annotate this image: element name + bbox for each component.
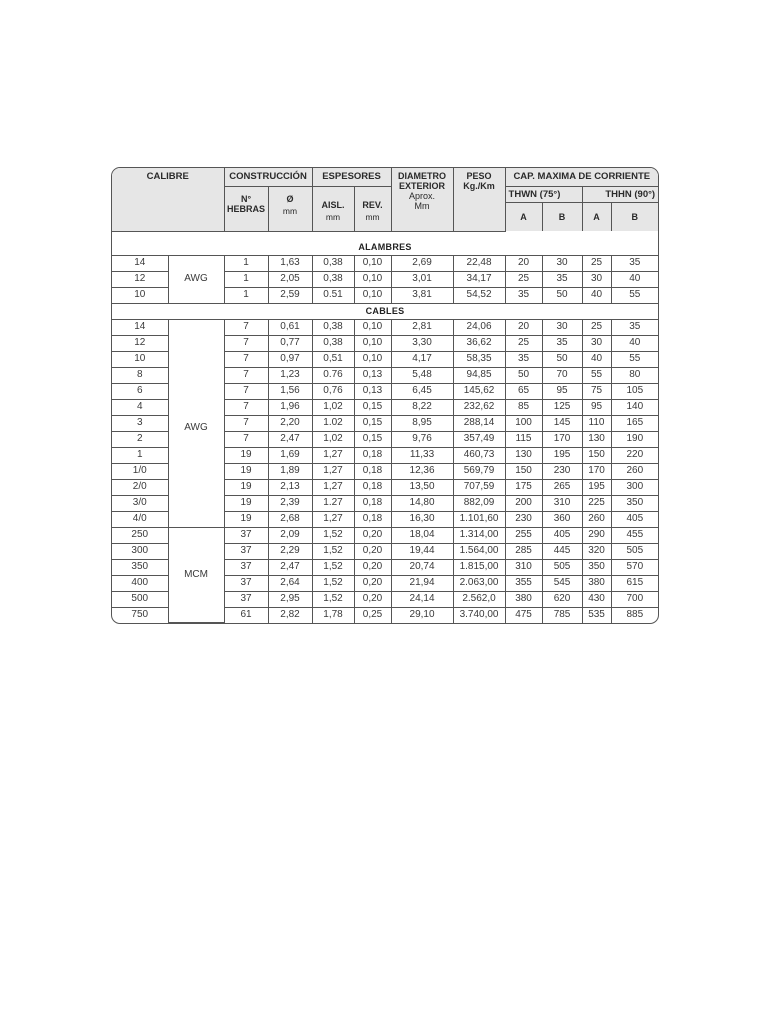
cell-diam: 2,20: [268, 415, 312, 431]
cell-rev: 0,18: [354, 447, 391, 463]
cell-rev: 0,15: [354, 415, 391, 431]
cell-thwn-b: 620: [542, 591, 582, 607]
table-row: [112, 255, 658, 271]
cell-calibre: 14: [112, 255, 168, 271]
cell-aisl: 1,52: [312, 575, 354, 591]
cell-ext: 13,50: [391, 479, 453, 495]
cell-thhn-a: 75: [582, 383, 611, 399]
cell-rev: 0,10: [354, 271, 391, 287]
cell-diam: 0,61: [268, 319, 312, 335]
cell-peso: 357,49: [453, 431, 505, 447]
header-peso: [453, 168, 505, 231]
cell-thwn-b: 785: [542, 607, 582, 623]
cell-thhn-a: 25: [582, 255, 611, 271]
cell-hebras: 37: [224, 543, 268, 559]
cell-calibre: 4: [112, 399, 168, 415]
cell-diam: 2,09: [268, 527, 312, 543]
cell-thhn-a: 110: [582, 415, 611, 431]
cell-hebras: 19: [224, 511, 268, 527]
cell-peso: 1.564,00: [453, 543, 505, 559]
cell-hebras: 1: [224, 255, 268, 271]
cell-diam: 2,13: [268, 479, 312, 495]
cell-rev: 0,10: [354, 335, 391, 351]
cell-aisl: 0,76: [312, 383, 354, 399]
cell-thwn-a: 20: [505, 319, 542, 335]
cell-calibre: 1/0: [112, 463, 168, 479]
cell-thwn-a: 85: [505, 399, 542, 415]
cell-ext: 8,95: [391, 415, 453, 431]
cell-calibre: 14: [112, 319, 168, 335]
cell-peso: 1.815,00: [453, 559, 505, 575]
header-rev: [354, 187, 391, 232]
cell-thhn-a: 195: [582, 479, 611, 495]
cell-ext: 14,80: [391, 495, 453, 511]
header-diametro-line4: Mm: [414, 201, 430, 211]
cell-aisl: 1,02: [312, 431, 354, 447]
cell-thhn-b: 220: [611, 447, 658, 463]
cell-thwn-b: 125: [542, 399, 582, 415]
header-thhn: THHN (90°): [582, 187, 658, 203]
cell-ext: 29,10: [391, 607, 453, 623]
cell-thwn-b: 35: [542, 271, 582, 287]
cell-calibre: 1: [112, 447, 168, 463]
cell-thhn-a: 320: [582, 543, 611, 559]
cell-aisl: 1,27: [312, 511, 354, 527]
cell-calibre: 2/0: [112, 479, 168, 495]
header-aisl-label: AISL.: [321, 200, 345, 210]
cell-hebras: 7: [224, 415, 268, 431]
header-n-hebras: [224, 187, 268, 232]
cell-hebras: 19: [224, 479, 268, 495]
cell-aisl: 1,52: [312, 527, 354, 543]
cell-peso: 1.101,60: [453, 511, 505, 527]
cell-thwn-b: 145: [542, 415, 582, 431]
cell-rev: 0,18: [354, 479, 391, 495]
cell-calibre: 4/0: [112, 511, 168, 527]
cell-peso: 24,06: [453, 319, 505, 335]
cell-ext: 3,30: [391, 335, 453, 351]
cell-peso: 2.063,00: [453, 575, 505, 591]
section-label-alambres: ALAMBRES: [112, 240, 658, 256]
cell-hebras: 7: [224, 351, 268, 367]
cell-ext: 21,94: [391, 575, 453, 591]
cell-calibre: 10: [112, 351, 168, 367]
cell-aisl: 0.76: [312, 367, 354, 383]
cell-ext: 9,76: [391, 431, 453, 447]
cell-hebras: 7: [224, 431, 268, 447]
cell-calibre: 3: [112, 415, 168, 431]
cell-hebras: 7: [224, 383, 268, 399]
cell-thhn-b: 190: [611, 431, 658, 447]
header-thwn: THWN (75°): [505, 187, 582, 203]
cell-unit-awg: AWG: [168, 255, 224, 303]
cell-peso: 34,17: [453, 271, 505, 287]
cell-peso: 460,73: [453, 447, 505, 463]
cell-thhn-a: 430: [582, 591, 611, 607]
cell-aisl: 1.02: [312, 415, 354, 431]
cell-thwn-a: 20: [505, 255, 542, 271]
cell-thwn-a: 35: [505, 351, 542, 367]
cell-diam: 2,29: [268, 543, 312, 559]
cell-rev: 0,10: [354, 255, 391, 271]
cell-rev: 0,15: [354, 399, 391, 415]
cell-diam: 0,97: [268, 351, 312, 367]
cell-thwn-a: 230: [505, 511, 542, 527]
header-diam-unit: mm: [282, 206, 298, 216]
cell-hebras: 7: [224, 367, 268, 383]
cell-thwn-a: 175: [505, 479, 542, 495]
cell-thhn-b: 35: [611, 319, 658, 335]
cell-thhn-b: 885: [611, 607, 658, 623]
section-label-cables: CABLES: [112, 303, 658, 319]
cell-thhn-b: 455: [611, 527, 658, 543]
cell-thwn-a: 25: [505, 335, 542, 351]
cell-thwn-b: 35: [542, 335, 582, 351]
cable-specs-table: [112, 168, 658, 623]
cell-thwn-a: 355: [505, 575, 542, 591]
header-rev-label: REV.: [362, 200, 383, 210]
cell-ext: 11,33: [391, 447, 453, 463]
cell-thhn-b: 140: [611, 399, 658, 415]
cell-thhn-b: 505: [611, 543, 658, 559]
header-diametro-line1: DIAMETRO: [398, 171, 447, 181]
cell-thhn-a: 25: [582, 319, 611, 335]
cell-calibre: 10: [112, 287, 168, 303]
cell-ext: 18,04: [391, 527, 453, 543]
cell-diam: 2,59: [268, 287, 312, 303]
table-row: [112, 527, 658, 543]
cell-ext: 5,48: [391, 367, 453, 383]
cell-aisl: 1,02: [312, 399, 354, 415]
header-diametro-exterior: [391, 168, 453, 231]
cell-rev: 0,18: [354, 495, 391, 511]
cell-ext: 2,81: [391, 319, 453, 335]
cell-thhn-b: 300: [611, 479, 658, 495]
cell-calibre: 2: [112, 431, 168, 447]
cell-calibre: 12: [112, 335, 168, 351]
cell-thwn-b: 95: [542, 383, 582, 399]
cell-thwn-a: 50: [505, 367, 542, 383]
cell-diam: 2,64: [268, 575, 312, 591]
cell-rev: 0,13: [354, 367, 391, 383]
cell-rev: 0,20: [354, 527, 391, 543]
cell-thhn-a: 30: [582, 335, 611, 351]
cell-rev: 0,10: [354, 351, 391, 367]
cell-thhn-b: 260: [611, 463, 658, 479]
cell-thwn-b: 30: [542, 319, 582, 335]
cell-thhn-b: 105: [611, 383, 658, 399]
cell-thhn-a: 130: [582, 431, 611, 447]
cell-thhn-b: 40: [611, 271, 658, 287]
cell-diam: 2,47: [268, 559, 312, 575]
cell-diam: 2,05: [268, 271, 312, 287]
header-thhn-b: B: [611, 203, 658, 232]
cell-aisl: 1,27: [312, 463, 354, 479]
cell-thwn-a: 310: [505, 559, 542, 575]
cell-ext: 20,74: [391, 559, 453, 575]
header-diam: [268, 187, 312, 232]
cell-hebras: 61: [224, 607, 268, 623]
cell-rev: 0,20: [354, 543, 391, 559]
cell-aisl: 0,38: [312, 335, 354, 351]
cell-aisl: 1,52: [312, 591, 354, 607]
cell-peso: 232,62: [453, 399, 505, 415]
cell-thhn-b: 350: [611, 495, 658, 511]
cell-peso: 58,35: [453, 351, 505, 367]
cell-thhn-a: 350: [582, 559, 611, 575]
cell-rev: 0,10: [354, 287, 391, 303]
cell-ext: 2,69: [391, 255, 453, 271]
cell-rev: 0,25: [354, 607, 391, 623]
cell-diam: 0,77: [268, 335, 312, 351]
cell-aisl: 0,51: [312, 351, 354, 367]
cell-calibre: 6: [112, 383, 168, 399]
header-diametro-line3: Aprox.: [409, 191, 436, 201]
cell-thhn-a: 30: [582, 271, 611, 287]
cell-thhn-a: 225: [582, 495, 611, 511]
section-row-alambres: [112, 240, 658, 256]
header-peso-line2: Kg./Km: [463, 181, 495, 191]
cell-diam: 1,56: [268, 383, 312, 399]
cell-ext: 4,17: [391, 351, 453, 367]
cell-diam: 2,39: [268, 495, 312, 511]
cell-thhn-b: 40: [611, 335, 658, 351]
cell-thhn-a: 260: [582, 511, 611, 527]
cell-thwn-a: 150: [505, 463, 542, 479]
cell-thhn-a: 55: [582, 367, 611, 383]
cell-aisl: 1,52: [312, 543, 354, 559]
cell-thhn-a: 535: [582, 607, 611, 623]
cell-rev: 0,20: [354, 591, 391, 607]
cell-thwn-a: 115: [505, 431, 542, 447]
cell-hebras: 7: [224, 399, 268, 415]
cell-thhn-b: 35: [611, 255, 658, 271]
cell-aisl: 1.27: [312, 495, 354, 511]
cell-thwn-b: 265: [542, 479, 582, 495]
cell-thhn-b: 55: [611, 351, 658, 367]
cell-calibre: 3/0: [112, 495, 168, 511]
header-n-line2: HEBRAS: [227, 204, 266, 214]
header-aisl: [312, 187, 354, 232]
cell-aisl: 1,27: [312, 479, 354, 495]
cell-peso: 1.314,00: [453, 527, 505, 543]
cell-diam: 1,69: [268, 447, 312, 463]
cell-thwn-b: 405: [542, 527, 582, 543]
cell-hebras: 19: [224, 447, 268, 463]
cell-thwn-a: 35: [505, 287, 542, 303]
cell-thwn-a: 100: [505, 415, 542, 431]
cell-aisl: 1,78: [312, 607, 354, 623]
cell-thhn-b: 570: [611, 559, 658, 575]
cell-peso: 36,62: [453, 335, 505, 351]
cell-thwn-b: 230: [542, 463, 582, 479]
cell-thwn-a: 130: [505, 447, 542, 463]
cell-calibre: 500: [112, 591, 168, 607]
cell-ext: 16,30: [391, 511, 453, 527]
cell-thhn-a: 150: [582, 447, 611, 463]
table-body: [112, 231, 658, 623]
cell-thwn-a: 65: [505, 383, 542, 399]
cell-thhn-b: 615: [611, 575, 658, 591]
cell-rev: 0,13: [354, 383, 391, 399]
header-rev-unit: mm: [365, 212, 380, 222]
cell-peso: 882,09: [453, 495, 505, 511]
cell-diam: 2,82: [268, 607, 312, 623]
cell-thwn-a: 255: [505, 527, 542, 543]
cell-aisl: 0,38: [312, 271, 354, 287]
cell-thhn-a: 170: [582, 463, 611, 479]
cell-rev: 0,15: [354, 431, 391, 447]
cell-peso: 94,85: [453, 367, 505, 383]
cell-diam: 1,89: [268, 463, 312, 479]
cell-aisl: 0,38: [312, 255, 354, 271]
cell-thwn-b: 70: [542, 367, 582, 383]
cell-peso: 3.740,00: [453, 607, 505, 623]
cell-thwn-a: 25: [505, 271, 542, 287]
cell-aisl: 1,52: [312, 559, 354, 575]
cell-thhn-a: 290: [582, 527, 611, 543]
cell-rev: 0,20: [354, 575, 391, 591]
cell-thwn-b: 170: [542, 431, 582, 447]
cell-thhn-b: 55: [611, 287, 658, 303]
cell-peso: 2.562,0: [453, 591, 505, 607]
cell-thwn-a: 475: [505, 607, 542, 623]
header-thwn-a: A: [505, 203, 542, 232]
cell-hebras: 37: [224, 591, 268, 607]
cell-thwn-b: 360: [542, 511, 582, 527]
cell-hebras: 37: [224, 527, 268, 543]
header-aisl-unit: mm: [325, 212, 341, 222]
cell-rev: 0,10: [354, 319, 391, 335]
cell-calibre: 400: [112, 575, 168, 591]
cell-calibre: 750: [112, 607, 168, 623]
header-diametro-line2: EXTERIOR: [399, 181, 446, 191]
cell-hebras: 37: [224, 559, 268, 575]
cell-aisl: 1,27: [312, 447, 354, 463]
cell-hebras: 1: [224, 271, 268, 287]
cell-diam: 2,47: [268, 431, 312, 447]
cell-aisl: 0.51: [312, 287, 354, 303]
cell-thwn-a: 285: [505, 543, 542, 559]
cell-thhn-b: 80: [611, 367, 658, 383]
cell-peso: 707,59: [453, 479, 505, 495]
header-construccion: CONSTRUCCIÓN: [224, 168, 312, 187]
cell-aisl: 0,38: [312, 319, 354, 335]
header-cap-maxima: CAP. MAXIMA DE CORRIENTE: [505, 168, 658, 187]
cell-thwn-b: 445: [542, 543, 582, 559]
cell-thhn-b: 700: [611, 591, 658, 607]
table-header: [112, 168, 658, 231]
cell-thwn-b: 545: [542, 575, 582, 591]
cell-thwn-a: 200: [505, 495, 542, 511]
cell-unit-awg: AWG: [168, 319, 224, 527]
cell-hebras: 1: [224, 287, 268, 303]
section-row-cables: [112, 303, 658, 319]
header-n-line1: N°: [240, 194, 252, 204]
cell-rev: 0,20: [354, 559, 391, 575]
cell-unit-mcm: MCM: [168, 527, 224, 623]
header-thhn-a: A: [582, 203, 611, 232]
cable-specs-table-frame: [111, 167, 659, 624]
cell-hebras: 19: [224, 463, 268, 479]
cell-hebras: 19: [224, 495, 268, 511]
cell-ext: 6,45: [391, 383, 453, 399]
spacer-row: [112, 231, 658, 240]
cell-thhn-a: 40: [582, 287, 611, 303]
cell-ext: 8,22: [391, 399, 453, 415]
cell-thhn-a: 95: [582, 399, 611, 415]
cell-thhn-a: 40: [582, 351, 611, 367]
cell-ext: 3,81: [391, 287, 453, 303]
cell-peso: 569,79: [453, 463, 505, 479]
cell-hebras: 37: [224, 575, 268, 591]
header-calibre: CALIBRE: [112, 168, 224, 231]
cell-peso: 54,52: [453, 287, 505, 303]
cell-calibre: 300: [112, 543, 168, 559]
cell-diam: 1,96: [268, 399, 312, 415]
cell-thwn-b: 50: [542, 287, 582, 303]
cell-diam: 2,68: [268, 511, 312, 527]
table-row: [112, 319, 658, 335]
cell-diam: 1,63: [268, 255, 312, 271]
cell-hebras: 7: [224, 335, 268, 351]
cell-ext: 19,44: [391, 543, 453, 559]
cell-diam: 1,23: [268, 367, 312, 383]
cell-thhn-a: 380: [582, 575, 611, 591]
cell-calibre: 12: [112, 271, 168, 287]
cell-thhn-b: 405: [611, 511, 658, 527]
cell-thwn-b: 505: [542, 559, 582, 575]
header-diam-symbol: Ø: [286, 194, 294, 204]
cell-thwn-b: 50: [542, 351, 582, 367]
cell-calibre: 250: [112, 527, 168, 543]
cell-calibre: 8: [112, 367, 168, 383]
cell-rev: 0,18: [354, 511, 391, 527]
cell-peso: 145,62: [453, 383, 505, 399]
cell-thwn-a: 380: [505, 591, 542, 607]
cell-peso: 288,14: [453, 415, 505, 431]
cell-peso: 22,48: [453, 255, 505, 271]
header-peso-line1: PESO: [466, 171, 492, 181]
cell-ext: 24,14: [391, 591, 453, 607]
cell-rev: 0,18: [354, 463, 391, 479]
cell-diam: 2,95: [268, 591, 312, 607]
cell-ext: 3,01: [391, 271, 453, 287]
cell-calibre: 350: [112, 559, 168, 575]
cell-thwn-b: 310: [542, 495, 582, 511]
header-espesores: ESPESORES: [312, 168, 391, 187]
cell-hebras: 7: [224, 319, 268, 335]
header-thwn-b: B: [542, 203, 582, 232]
cell-thhn-b: 165: [611, 415, 658, 431]
cell-thwn-b: 195: [542, 447, 582, 463]
cell-thwn-b: 30: [542, 255, 582, 271]
cell-ext: 12,36: [391, 463, 453, 479]
